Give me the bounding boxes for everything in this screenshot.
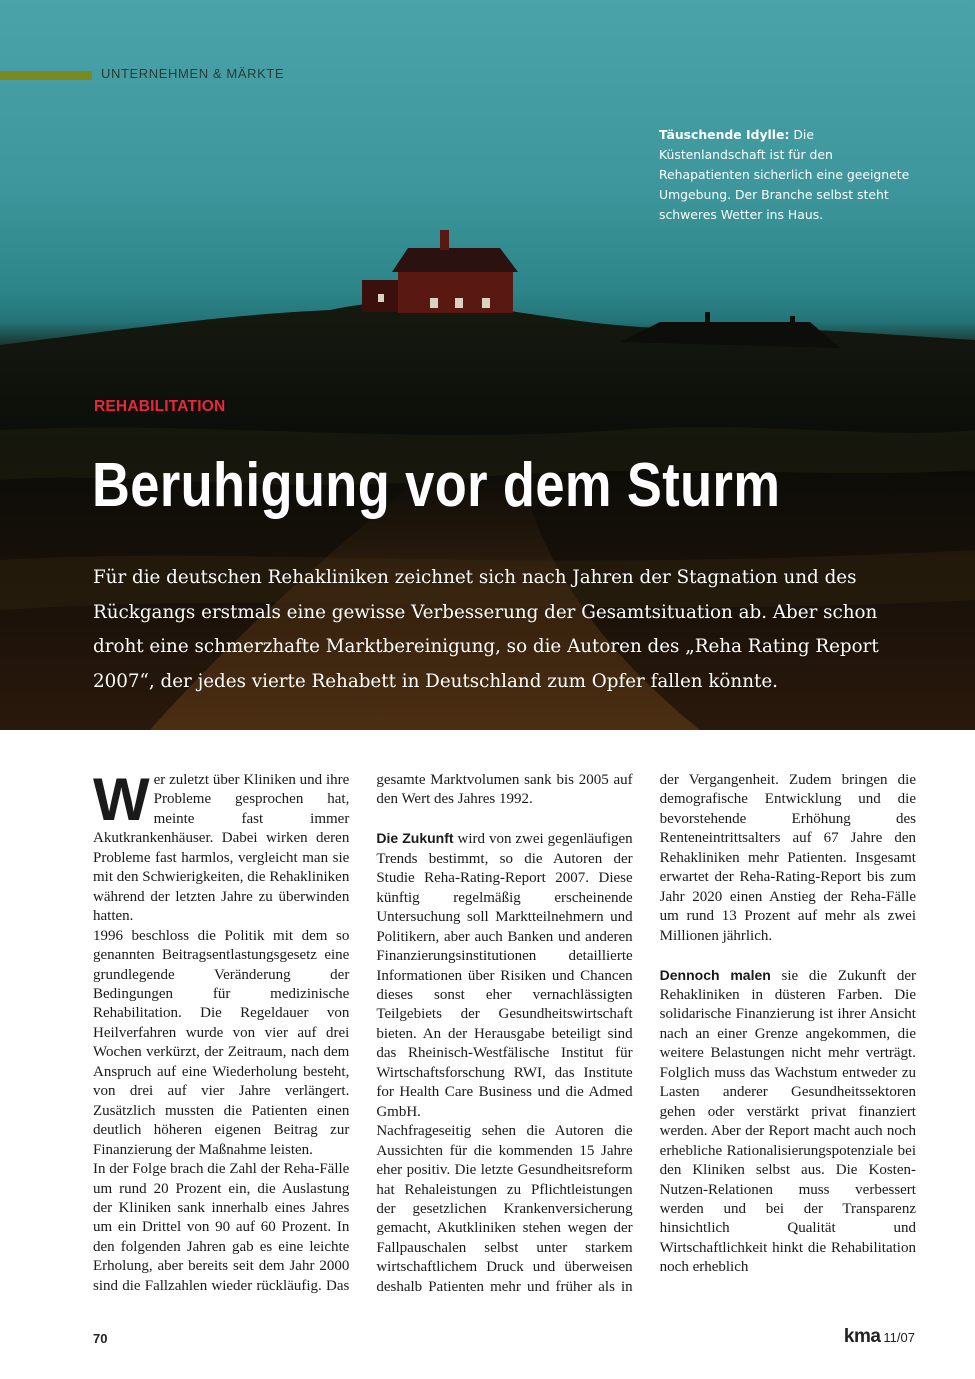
body-paragraph: Die Zukunft wird von zwei gegenläufigen Trends bestimmt, so die Autoren der Studie Reha-Rating-Report 2007. Diese künftig regelmäßig erscheinende Untersuchung soll Marktteilnehmern und Politikern, aber auch Banken und anderen Finanzierungsinstitutionen detaillierte Informationen über Risiken und Chancen dieses sonst eher vernachlässigten Teilgebiets der Gesundheitswirtschaft bieten. An der Herausgabe beteiligt sind das Rheinisch-Westfälische Institut für Wirtschaftsforschung RWI, das Institute for Health Care Business und die Admed GmbH. — [376, 830, 633, 1120]
caption-lead: Täuschende Idylle: — [659, 127, 790, 142]
image-caption — [659, 125, 914, 225]
brand-logo: kma — [843, 1326, 881, 1347]
article-headline: Beruhigung vor dem Sturm — [92, 451, 781, 520]
paragraph-lead-in: Die Zukunft — [376, 830, 454, 847]
paragraph-lead-in: Dennoch malen — [659, 966, 771, 983]
page-number: 70 — [93, 1331, 108, 1346]
footer-brand — [844, 1326, 915, 1348]
article-kicker: REHABILITATION — [94, 398, 226, 415]
section-color-bar — [0, 71, 92, 80]
issue-number: 11/07 — [883, 1330, 915, 1345]
body-paragraph: Wer zuletzt über Kliniken und ihre Probleme gesprochen hat, meinte fast immer Akutkrankenhäuser. Dabei wirken deren Probleme fast harmlos, vergleicht man sie mit den Schwierigkeiten, die Rehakliniken während der letzten Jahre zu überwinden hatten. — [93, 771, 350, 925]
article-lead: Für die deutschen Rehakliniken zeichnet sich nach Jahren der Stagnation und des Rückgangs erstmals eine gewisse Verbesserung der Gesamtsituation ab. Aber schon droht eine schmerzhafte Marktbereinigung, so die Autoren des „Reha Rating Report 2007“, der jedes vierte Rehabett in Deutschland zum Opfer fallen könnte. — [93, 567, 879, 692]
body-paragraph: Nachfrageseitig sehen die Autoren die Aussichten für die kommenden 15 Jahre eher positiv. Die letzte Gesundheitsreform hat Rehaleistungen zu Pflichtleistungen der gesetzlichen Krankenversicherung gemacht, Akutkliniken stehen wegen der Fallpauschalen selbst unter starkem wirtschaftlichem Druck und überweisen deshalb Patienten mehr und früher als in der Vergangenheit. Zudem bringen die demografische Entwicklung und die bevorstehende Erhöhung des Renteneintrittsalters auf 67 Jahre den Rehakliniken mehr Patienten. Insgesamt erwartet der Reha-Rating-Report bis zum Jahr 2020 einen Anstieg der Reha-Fälle um rund 13 Prozent auf mehr als zwei Millionen jährlich. — [376, 772, 916, 1295]
red-house — [362, 230, 518, 313]
body-paragraph: In der Folge brach die Zahl der Reha-Fälle um rund 20 Prozent ein, die Auslastung der Kliniken sank innerhalb eines Jahres um ein Drittel von 90 auf 60 Prozent. In den folgenden Jahren gab es eine leichte Erholung, aber bereits seit dem Jahr 2000 sind die Fallzahlen wieder rückläufig. Das gesamte Marktvolumen sank bis 2005 auf den Wert des Jahres 1992. — [93, 772, 633, 1294]
caption-text: Die Küstenlandschaft ist für den Rehapatienten sicherlich eine geeignete Umgebung. Der Branche selbst steht schweres Wetter ins Haus. — [659, 127, 910, 222]
body-paragraph: Dennoch malen sie die Zukunft der Rehakliniken in düsteren Farben. Die solidarische Finanzierung ist ihrer Ansicht nach an einer Grenze angekommen, die weitere Belastungen nicht mehr verträgt. Folglich muss das Wachstum entweder zu Lasten anderer Gesundheitssektoren gehen oder verstärkt privat finanziert werden. Aber der Report macht auch noch erhebliche Rationalisierungspotenziale bei den Kliniken selbst aus. Die Kosten-Nutzen-Relationen muss verbessert werden und bei der Transparenz hinsichtlich Qualität und Wirtschaftlichkeit hinkt die Rehabilitation noch erheblich — [659, 966, 916, 1276]
article-body — [93, 771, 916, 1306]
drop-cap: W — [93, 771, 150, 833]
body-paragraph: 1996 beschloss die Politik mit dem so genannten Beitragsentlastungsgesetz eine grundlegende Veränderung der Bedingungen für medizinische Rehabilitation. Die Regeldauer von Heilverfahren wurde von vier auf drei Wochen verkürzt, der Zeitraum, nach dem Anspruch auf eine Wiederholung besteht, von drei auf vier Jahre verlängert. Zusätzlich mussten die Patienten einen deutlich höheren eigenen Beitrag zur Finanzierung der Maßnahme leisten. — [93, 927, 350, 1158]
section-label: UNTERNEHMEN & MÄRKTE — [101, 66, 285, 81]
thatched-house — [620, 312, 840, 348]
